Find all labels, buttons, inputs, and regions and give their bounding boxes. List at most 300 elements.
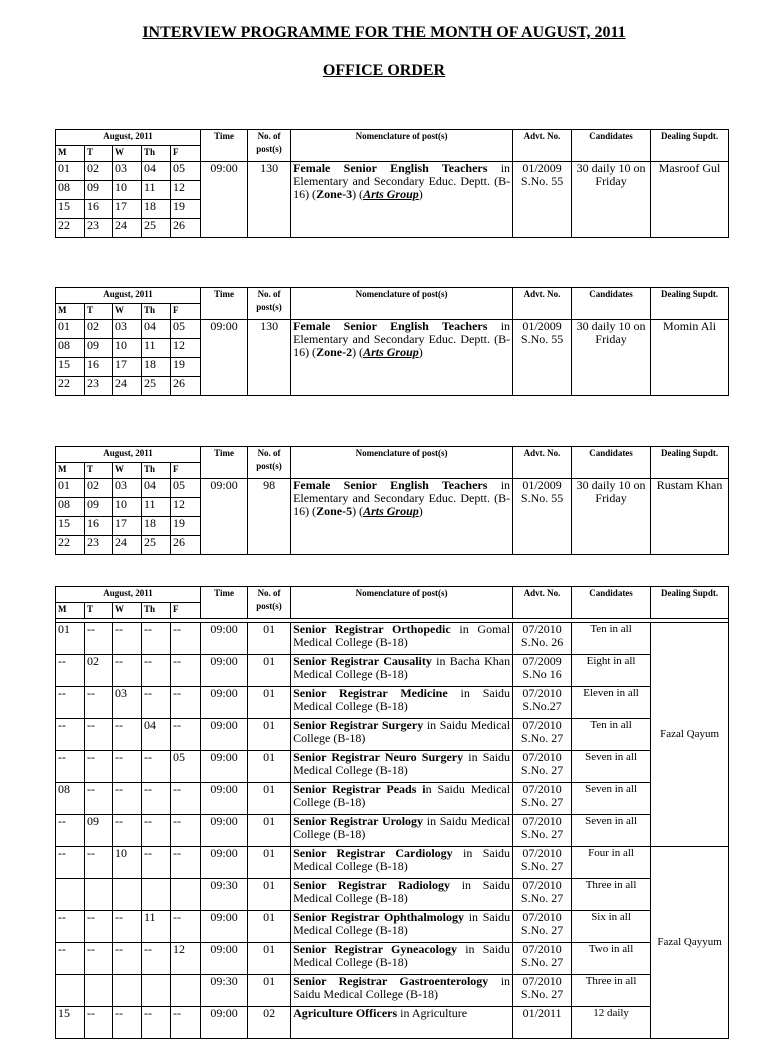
post-detail: in Saidu Medical College (B-18) bbox=[293, 814, 511, 841]
calendar-day: -- bbox=[113, 623, 142, 655]
calendar-day: -- bbox=[56, 719, 85, 751]
group-label: Arts Group bbox=[363, 187, 419, 201]
posts-header: No. of post(s) bbox=[248, 130, 291, 162]
post-detail: in Gomal Medical College (B-18) bbox=[293, 622, 511, 649]
advt-number: 07/2010 S.No. 27 bbox=[513, 911, 572, 943]
calendar-day: 02 bbox=[85, 479, 113, 498]
calendar-day: 01 bbox=[56, 623, 85, 655]
calendar-day: 17 bbox=[113, 200, 142, 219]
calendar-day: 19 bbox=[171, 200, 201, 219]
calendar-day: 11 bbox=[142, 181, 171, 200]
dealing-supdt: Rustam Khan bbox=[651, 479, 729, 555]
supdt-header: Dealing Supdt. bbox=[651, 288, 729, 320]
calendar-day: -- bbox=[113, 1007, 142, 1039]
interview-time: 09:00 bbox=[201, 687, 248, 719]
post-count: 02 bbox=[248, 1007, 291, 1039]
calendar-day: -- bbox=[56, 687, 85, 719]
candidates-count: Ten in all bbox=[572, 719, 651, 751]
calendar-day: 16 bbox=[85, 200, 113, 219]
day-header: F bbox=[171, 603, 201, 619]
post-detail: ) bbox=[418, 345, 423, 359]
day-header: Th bbox=[142, 146, 171, 162]
candidates-header: Candidates bbox=[572, 130, 651, 162]
calendar-day: -- bbox=[56, 847, 85, 879]
post-title: Senior Registrar Medicine bbox=[293, 686, 448, 700]
advt-number: 07/2010 S.No. 27 bbox=[513, 943, 572, 975]
dealing-supdt: Fazal Qayum bbox=[651, 623, 729, 847]
post-nomenclature bbox=[291, 1007, 513, 1039]
candidates-count: 30 daily 10 on Friday bbox=[572, 320, 651, 396]
interview-time: 09:30 bbox=[201, 879, 248, 911]
candidates-count: Seven in all bbox=[572, 783, 651, 815]
post-title: Female Senior English Teachers bbox=[293, 319, 488, 333]
post-count: 98 bbox=[248, 479, 291, 555]
post-nomenclature bbox=[291, 162, 513, 238]
calendar-day: 05 bbox=[171, 162, 201, 181]
calendar-day: 18 bbox=[142, 200, 171, 219]
advt-number: 07/2010 S.No.27 bbox=[513, 687, 572, 719]
zone-label: Zone-3 bbox=[316, 187, 353, 201]
calendar-day: -- bbox=[142, 783, 171, 815]
calendar-day: -- bbox=[171, 847, 201, 879]
candidates-count: Six in all bbox=[572, 911, 651, 943]
calendar-day: 25 bbox=[142, 536, 171, 555]
dealing-supdt: Momin Ali bbox=[651, 320, 729, 396]
calendar-day: -- bbox=[56, 911, 85, 943]
advt-header: Advt. No. bbox=[513, 447, 572, 479]
calendar-day: 02 bbox=[85, 320, 113, 339]
calendar-day: 15 bbox=[56, 200, 85, 219]
day-header: M bbox=[56, 304, 85, 320]
calendar-day: 03 bbox=[113, 162, 142, 181]
calendar-day: 25 bbox=[142, 377, 171, 396]
candidates-count: 30 daily 10 on Friday bbox=[572, 479, 651, 555]
calendar-day: -- bbox=[85, 847, 113, 879]
calendar-day: -- bbox=[113, 911, 142, 943]
calendar-day: 11 bbox=[142, 498, 171, 517]
posts-header: No. of post(s) bbox=[248, 447, 291, 479]
calendar-day: 08 bbox=[56, 339, 85, 358]
post-detail: in Elementary and Secondary Educ. Deptt. (B-16) ( bbox=[293, 478, 511, 518]
post-detail: in Saidu Medical College (B-18) bbox=[293, 846, 511, 873]
calendar-day: 26 bbox=[171, 377, 201, 396]
calendar-day: 24 bbox=[113, 219, 142, 238]
post-detail: in Agriculture bbox=[397, 1006, 468, 1020]
calendar-day: 03 bbox=[113, 479, 142, 498]
post-detail: in Saidu Medical College (B-18) bbox=[293, 878, 511, 905]
calendar-day: 26 bbox=[171, 536, 201, 555]
calendar-day: -- bbox=[113, 783, 142, 815]
calendar-day: -- bbox=[142, 623, 171, 655]
calendar-day: -- bbox=[171, 783, 201, 815]
calendar-day: -- bbox=[85, 719, 113, 751]
calendar-day: 09 bbox=[85, 181, 113, 200]
calendar-day: -- bbox=[142, 655, 171, 687]
advt-number: 07/2010 S.No. 27 bbox=[513, 783, 572, 815]
calendar-day: -- bbox=[171, 623, 201, 655]
time-header: Time bbox=[201, 447, 248, 479]
candidates-count: Seven in all bbox=[572, 751, 651, 783]
dealing-supdt: Masroof Gul bbox=[651, 162, 729, 238]
calendar-day: 10 bbox=[113, 339, 142, 358]
calendar-day: 12 bbox=[171, 498, 201, 517]
post-nomenclature bbox=[291, 623, 513, 655]
interview-time: 09:00 bbox=[201, 162, 248, 238]
calendar-day: 05 bbox=[171, 751, 201, 783]
month-header: August, 2011 bbox=[56, 447, 201, 463]
calendar-day: 12 bbox=[171, 943, 201, 975]
supdt-header: Dealing Supdt. bbox=[651, 447, 729, 479]
interview-time: 09:00 bbox=[201, 655, 248, 687]
schedule-table bbox=[55, 129, 729, 238]
candidates-header: Candidates bbox=[572, 587, 651, 619]
day-header: M bbox=[56, 146, 85, 162]
calendar-day bbox=[171, 975, 201, 1007]
calendar-day: 05 bbox=[171, 479, 201, 498]
group-label: Arts Group bbox=[363, 504, 419, 518]
post-count: 01 bbox=[248, 719, 291, 751]
post-count: 01 bbox=[248, 911, 291, 943]
post-detail: in Saidu Medical College (B-18) bbox=[293, 750, 511, 777]
post-nomenclature bbox=[291, 479, 513, 555]
post-detail: ) bbox=[418, 187, 423, 201]
post-detail: in Saidu Medical College (B-18) bbox=[293, 718, 511, 745]
candidates-count: 30 daily 10 on Friday bbox=[572, 162, 651, 238]
post-title: Senior Registrar Gyneacology bbox=[293, 942, 457, 956]
day-header: T bbox=[85, 146, 113, 162]
calendar-day: 09 bbox=[85, 339, 113, 358]
post-detail: in Elementary and Secondary Educ. Deptt. (B-16) ( bbox=[293, 319, 511, 359]
nomenclature-header: Nomenclature of post(s) bbox=[291, 447, 513, 479]
day-header: M bbox=[56, 463, 85, 479]
day-header: W bbox=[113, 304, 142, 320]
interview-time: 09:00 bbox=[201, 623, 248, 655]
calendar-day bbox=[85, 975, 113, 1007]
post-count: 01 bbox=[248, 783, 291, 815]
candidates-header: Candidates bbox=[572, 288, 651, 320]
post-title: Female Senior English Teachers bbox=[293, 478, 488, 492]
post-count: 130 bbox=[248, 162, 291, 238]
post-count: 01 bbox=[248, 975, 291, 1007]
advt-header: Advt. No. bbox=[513, 288, 572, 320]
interview-time: 09:00 bbox=[201, 815, 248, 847]
post-title: Senior Registrar Orthopedic bbox=[293, 622, 451, 636]
calendar-day: 04 bbox=[142, 719, 171, 751]
interview-time: 09:00 bbox=[201, 783, 248, 815]
calendar-day bbox=[85, 879, 113, 911]
calendar-day bbox=[142, 975, 171, 1007]
interview-time: 09:00 bbox=[201, 479, 248, 555]
calendar-day: 23 bbox=[85, 219, 113, 238]
day-header: Th bbox=[142, 603, 171, 619]
time-header: Time bbox=[201, 130, 248, 162]
candidates-count: Eleven in all bbox=[572, 687, 651, 719]
calendar-day: -- bbox=[142, 687, 171, 719]
calendar-day: -- bbox=[171, 1007, 201, 1039]
interview-time: 09:00 bbox=[201, 847, 248, 879]
calendar-day: -- bbox=[113, 751, 142, 783]
calendar-day: 16 bbox=[85, 358, 113, 377]
interview-time: 09:00 bbox=[201, 943, 248, 975]
calendar-day: -- bbox=[56, 815, 85, 847]
calendar-day: -- bbox=[142, 1007, 171, 1039]
posts-header: No. of post(s) bbox=[248, 587, 291, 619]
calendar-day: 05 bbox=[171, 320, 201, 339]
calendar-day: -- bbox=[171, 655, 201, 687]
nomenclature-header: Nomenclature of post(s) bbox=[291, 130, 513, 162]
schedule-table bbox=[55, 446, 729, 555]
advt-number: 07/2010 S.No. 27 bbox=[513, 719, 572, 751]
supdt-header: Dealing Supdt. bbox=[651, 587, 729, 619]
advt-number: 07/2010 S.No. 27 bbox=[513, 975, 572, 1007]
candidates-count: Eight in all bbox=[572, 655, 651, 687]
advt-number: 01/2011 bbox=[513, 1007, 572, 1039]
post-title: Senior Registrar Neuro Surgery bbox=[293, 750, 464, 764]
post-detail: ) ( bbox=[352, 187, 364, 201]
calendar-day: 18 bbox=[142, 517, 171, 536]
calendar-day: 15 bbox=[56, 358, 85, 377]
post-title: Senior Registrar Surgery bbox=[293, 718, 424, 732]
post-detail: in Saidu Medical College (B-18) bbox=[293, 942, 511, 969]
calendar-day: -- bbox=[142, 943, 171, 975]
calendar-day: -- bbox=[85, 687, 113, 719]
advt-number: 07/2010 S.No. 27 bbox=[513, 879, 572, 911]
post-nomenclature bbox=[291, 655, 513, 687]
calendar-day: -- bbox=[171, 911, 201, 943]
calendar-day: 09 bbox=[85, 815, 113, 847]
month-header: August, 2011 bbox=[56, 587, 201, 603]
calendar-day: -- bbox=[85, 751, 113, 783]
candidates-count: Two in all bbox=[572, 943, 651, 975]
calendar-day: 01 bbox=[56, 320, 85, 339]
calendar-day: -- bbox=[56, 655, 85, 687]
zone-label: Zone-5 bbox=[316, 504, 353, 518]
calendar-day: -- bbox=[56, 943, 85, 975]
post-title: Senior Registrar Peads i bbox=[293, 782, 426, 796]
calendar-day: 19 bbox=[171, 517, 201, 536]
calendar-day: -- bbox=[113, 655, 142, 687]
calendar-day: 12 bbox=[171, 339, 201, 358]
post-detail: ) bbox=[418, 504, 423, 518]
post-nomenclature bbox=[291, 751, 513, 783]
interview-time: 09:30 bbox=[201, 975, 248, 1007]
advt-header: Advt. No. bbox=[513, 130, 572, 162]
calendar-day: 04 bbox=[142, 479, 171, 498]
candidates-count: Ten in all bbox=[572, 623, 651, 655]
post-title: Senior Registrar Ophthalmology bbox=[293, 910, 465, 924]
calendar-day: 25 bbox=[142, 219, 171, 238]
day-header: F bbox=[171, 304, 201, 320]
calendar-day: 22 bbox=[56, 219, 85, 238]
calendar-day bbox=[171, 879, 201, 911]
dealing-supdt: Fazal Qayyum bbox=[651, 847, 729, 1039]
calendar-day bbox=[113, 879, 142, 911]
day-header: F bbox=[171, 463, 201, 479]
interview-time: 09:00 bbox=[201, 751, 248, 783]
calendar-day: 16 bbox=[85, 517, 113, 536]
month-header: August, 2011 bbox=[56, 130, 201, 146]
post-title: Senior Registrar Radiology bbox=[293, 878, 450, 892]
supdt-header: Dealing Supdt. bbox=[651, 130, 729, 162]
calendar-day: 22 bbox=[56, 536, 85, 555]
calendar-day: 23 bbox=[85, 536, 113, 555]
post-count: 01 bbox=[248, 687, 291, 719]
posts-header: No. of post(s) bbox=[248, 288, 291, 320]
calendar-day: 10 bbox=[113, 847, 142, 879]
time-header: Time bbox=[201, 587, 248, 619]
calendar-day: 15 bbox=[56, 1007, 85, 1039]
calendar-day: -- bbox=[113, 719, 142, 751]
day-header: F bbox=[171, 146, 201, 162]
post-nomenclature bbox=[291, 320, 513, 396]
post-detail: n Saidu Medical College (B-18) bbox=[293, 782, 511, 809]
calendar-day: -- bbox=[171, 719, 201, 751]
post-detail: ) ( bbox=[352, 504, 364, 518]
calendar-day: -- bbox=[142, 815, 171, 847]
day-header: T bbox=[85, 463, 113, 479]
calendar-day: 02 bbox=[85, 162, 113, 181]
time-header: Time bbox=[201, 288, 248, 320]
calendar-day: 03 bbox=[113, 687, 142, 719]
calendar-day: 24 bbox=[113, 536, 142, 555]
candidates-count: Four in all bbox=[572, 847, 651, 879]
day-header: M bbox=[56, 603, 85, 619]
post-detail: in Elementary and Secondary Educ. Deptt. (B-16) ( bbox=[293, 161, 511, 201]
calendar-day: -- bbox=[113, 943, 142, 975]
post-count: 01 bbox=[248, 815, 291, 847]
post-count: 01 bbox=[248, 847, 291, 879]
interview-time: 09:00 bbox=[201, 320, 248, 396]
calendar-day: 11 bbox=[142, 911, 171, 943]
calendar-day: 08 bbox=[56, 498, 85, 517]
calendar-day: 23 bbox=[85, 377, 113, 396]
calendar-day: 04 bbox=[142, 162, 171, 181]
interview-time: 09:00 bbox=[201, 719, 248, 751]
interview-time: 09:00 bbox=[201, 911, 248, 943]
post-nomenclature bbox=[291, 975, 513, 1007]
group-label: Arts Group bbox=[363, 345, 419, 359]
calendar-day: 15 bbox=[56, 517, 85, 536]
page-title: INTERVIEW PROGRAMME FOR THE MONTH OF AUGUST, 2011 bbox=[142, 24, 626, 41]
calendar-day: -- bbox=[85, 783, 113, 815]
calendar-day: 11 bbox=[142, 339, 171, 358]
calendar-day: 02 bbox=[85, 655, 113, 687]
calendar-day: 18 bbox=[142, 358, 171, 377]
post-nomenclature bbox=[291, 847, 513, 879]
interview-time: 09:00 bbox=[201, 1007, 248, 1039]
post-nomenclature bbox=[291, 687, 513, 719]
calendar-day: 10 bbox=[113, 498, 142, 517]
post-count: 01 bbox=[248, 879, 291, 911]
post-detail: in Saidu Medical College (B-18) bbox=[293, 974, 511, 1001]
calendar-day: -- bbox=[113, 815, 142, 847]
calendar-day: 08 bbox=[56, 181, 85, 200]
calendar-day: -- bbox=[56, 751, 85, 783]
advt-number: 07/2010 S.No. 26 bbox=[513, 623, 572, 655]
day-header: W bbox=[113, 603, 142, 619]
post-nomenclature bbox=[291, 719, 513, 751]
post-title: Senior Registrar Urology bbox=[293, 814, 424, 828]
post-nomenclature bbox=[291, 783, 513, 815]
post-count: 01 bbox=[248, 943, 291, 975]
post-nomenclature bbox=[291, 815, 513, 847]
calendar-day bbox=[56, 879, 85, 911]
day-header: Th bbox=[142, 463, 171, 479]
calendar-day: 19 bbox=[171, 358, 201, 377]
calendar-day: 03 bbox=[113, 320, 142, 339]
advt-number: 07/2010 S.No. 27 bbox=[513, 751, 572, 783]
day-header: W bbox=[113, 463, 142, 479]
candidates-header: Candidates bbox=[572, 447, 651, 479]
post-title: Agriculture Officers bbox=[293, 1006, 398, 1020]
post-count: 01 bbox=[248, 655, 291, 687]
advt-number: 07/2009 S.No 16 bbox=[513, 655, 572, 687]
candidates-count: 12 daily bbox=[572, 1007, 651, 1039]
post-detail: ) ( bbox=[352, 345, 364, 359]
advt-number: 07/2010 S.No. 27 bbox=[513, 815, 572, 847]
post-nomenclature bbox=[291, 943, 513, 975]
month-header: August, 2011 bbox=[56, 288, 201, 304]
post-title: Senior Registrar Cardiology bbox=[293, 846, 453, 860]
post-count: 130 bbox=[248, 320, 291, 396]
nomenclature-header: Nomenclature of post(s) bbox=[291, 288, 513, 320]
calendar-day: 24 bbox=[113, 377, 142, 396]
calendar-day: 01 bbox=[56, 479, 85, 498]
calendar-day: -- bbox=[142, 751, 171, 783]
post-count: 01 bbox=[248, 751, 291, 783]
day-header: T bbox=[85, 304, 113, 320]
calendar-day: 12 bbox=[171, 181, 201, 200]
calendar-day: 09 bbox=[85, 498, 113, 517]
calendar-day: -- bbox=[85, 911, 113, 943]
calendar-day: -- bbox=[85, 1007, 113, 1039]
post-detail: in Bacha Khan Medical College (B-18) bbox=[293, 654, 511, 681]
calendar-day: -- bbox=[85, 623, 113, 655]
day-header: W bbox=[113, 146, 142, 162]
calendar-day: 08 bbox=[56, 783, 85, 815]
calendar-day: 22 bbox=[56, 377, 85, 396]
calendar-day: 10 bbox=[113, 181, 142, 200]
calendar-day: 04 bbox=[142, 320, 171, 339]
calendar-day: -- bbox=[142, 847, 171, 879]
calendar-day bbox=[113, 975, 142, 1007]
post-title: Female Senior English Teachers bbox=[293, 161, 488, 175]
calendar-day: 17 bbox=[113, 517, 142, 536]
page-subtitle: OFFICE ORDER bbox=[322, 62, 446, 79]
calendar-day: -- bbox=[171, 815, 201, 847]
calendar-day bbox=[56, 975, 85, 1007]
advt-number: 01/2009 S.No. 55 bbox=[513, 320, 572, 396]
day-header: Th bbox=[142, 304, 171, 320]
calendar-day: 17 bbox=[113, 358, 142, 377]
calendar-day: 26 bbox=[171, 219, 201, 238]
post-detail: in Saidu Medical College (B-18) bbox=[293, 910, 511, 937]
calendar-day: 01 bbox=[56, 162, 85, 181]
post-count: 01 bbox=[248, 623, 291, 655]
post-title: Senior Registrar Gastroenterology bbox=[293, 974, 489, 988]
candidates-count: Seven in all bbox=[572, 815, 651, 847]
zone-label: Zone-2 bbox=[316, 345, 353, 359]
nomenclature-header: Nomenclature of post(s) bbox=[291, 587, 513, 619]
candidates-count: Three in all bbox=[572, 975, 651, 1007]
day-header: T bbox=[85, 603, 113, 619]
advt-number: 01/2009 S.No. 55 bbox=[513, 162, 572, 238]
calendar-day: -- bbox=[171, 687, 201, 719]
post-title: Senior Registrar Causality bbox=[293, 654, 432, 668]
calendar-day: -- bbox=[85, 943, 113, 975]
schedule-table bbox=[55, 287, 729, 396]
post-nomenclature bbox=[291, 879, 513, 911]
